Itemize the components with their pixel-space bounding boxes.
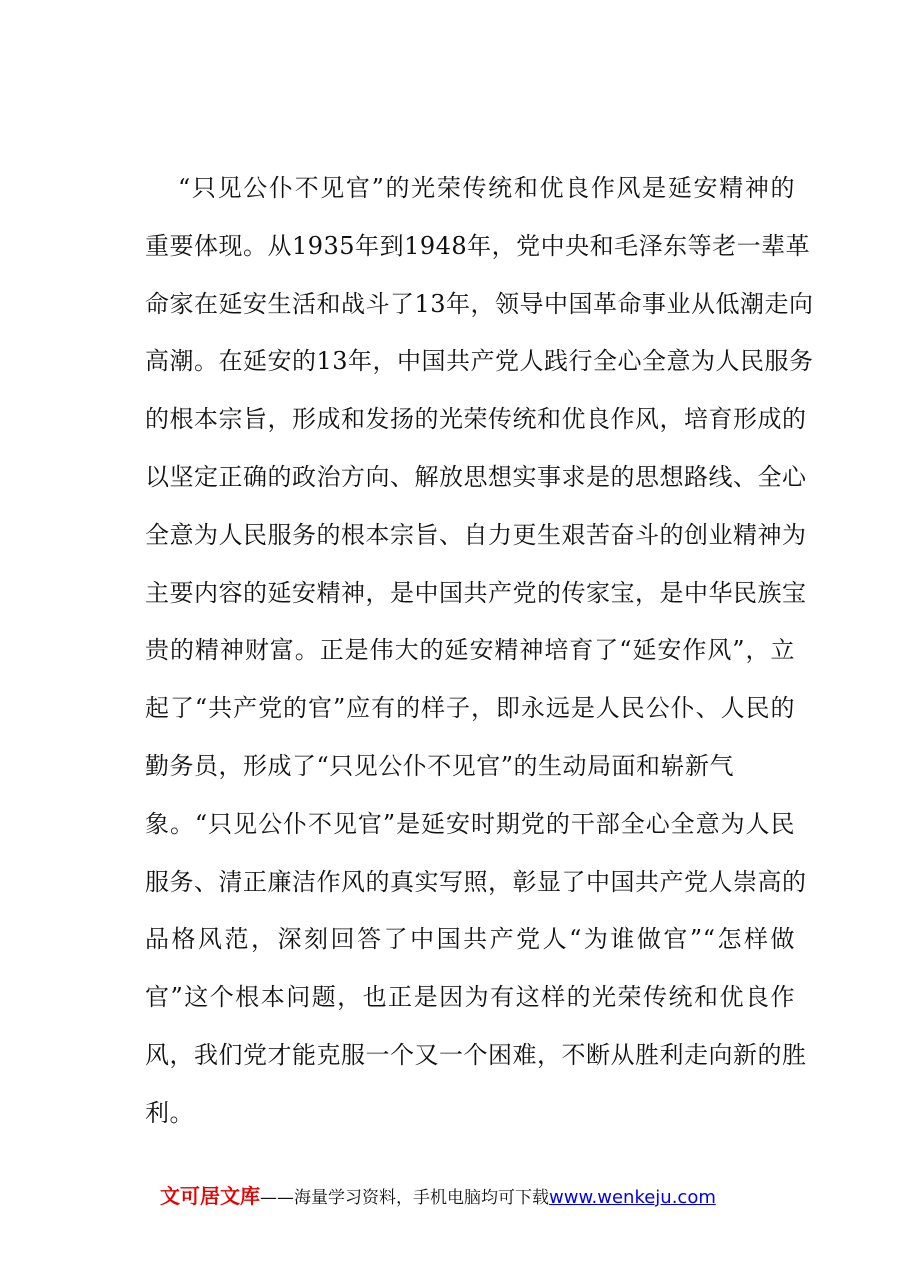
paragraph-line: 全意为人民服务的根本宗旨、自力更生艰苦奋斗的创业精神为 [145, 520, 807, 549]
paragraph-line: 主要内容的延安精神，是中国共产党的传家宝，是中华民族宝 [145, 578, 807, 607]
paragraph-line: 贵的精神财富。正是伟大的延安精神培育了“延安作风”，立 [145, 636, 795, 665]
paragraph-line: 象。“只见公仆不见官”是延安时期党的干部全心全意为人民 [145, 809, 795, 838]
paragraph-line: 起了“共产党的官”应有的样子，即永远是人民公仆、人民的 [145, 694, 795, 723]
paragraph-line: 命家在延安生活和战斗了13年，领导中国革命事业从低潮走向 [145, 289, 814, 318]
paragraph-line: 的根本宗旨，形成和发扬的光荣传统和优良作风，培育形成的 [145, 405, 807, 434]
paragraph-line: 风，我们党才能克服一个又一个困难，不断从胜利走向新的胜 [145, 1040, 807, 1069]
paragraph-line: 重要体现。从1935年到1948年，党中央和毛泽东等老一辈革 [145, 231, 811, 260]
paragraph-line: 以坚定正确的政治方向、解放思想实事求是的思想路线、全心 [145, 462, 807, 491]
paragraph-line: 高潮。在延安的13年，中国共产党人践行全心全意为人民服务 [145, 347, 814, 376]
page-footer [160, 1180, 780, 1212]
paragraph-line: 官”这个根本问题，也正是因为有这样的光荣传统和优良作 [145, 983, 795, 1012]
footer-brand: 文可居文库 [160, 1184, 260, 1208]
paragraph-line: 品格风范，深刻回答了中国共产党人“为谁做官”“怎样做 [145, 925, 795, 954]
paragraph-line: 服务、清正廉洁作风的真实写照，彰显了中国共产党人崇高的 [145, 867, 807, 896]
paragraph-line: 利。 [145, 1098, 194, 1127]
paragraph-line: 勤务员，形成了“只见公仆不见官”的生动局面和崭新气 [145, 751, 735, 780]
footer-website-link[interactable]: www.wenkeju.com [549, 1187, 716, 1208]
paragraph-line: “只见公仆不见官”的光荣传统和优良作风是延安精神的 [178, 174, 795, 202]
article-body [145, 160, 814, 1143]
footer-slogan: ——海量学习资料，手机电脑均可下载 [260, 1188, 549, 1208]
